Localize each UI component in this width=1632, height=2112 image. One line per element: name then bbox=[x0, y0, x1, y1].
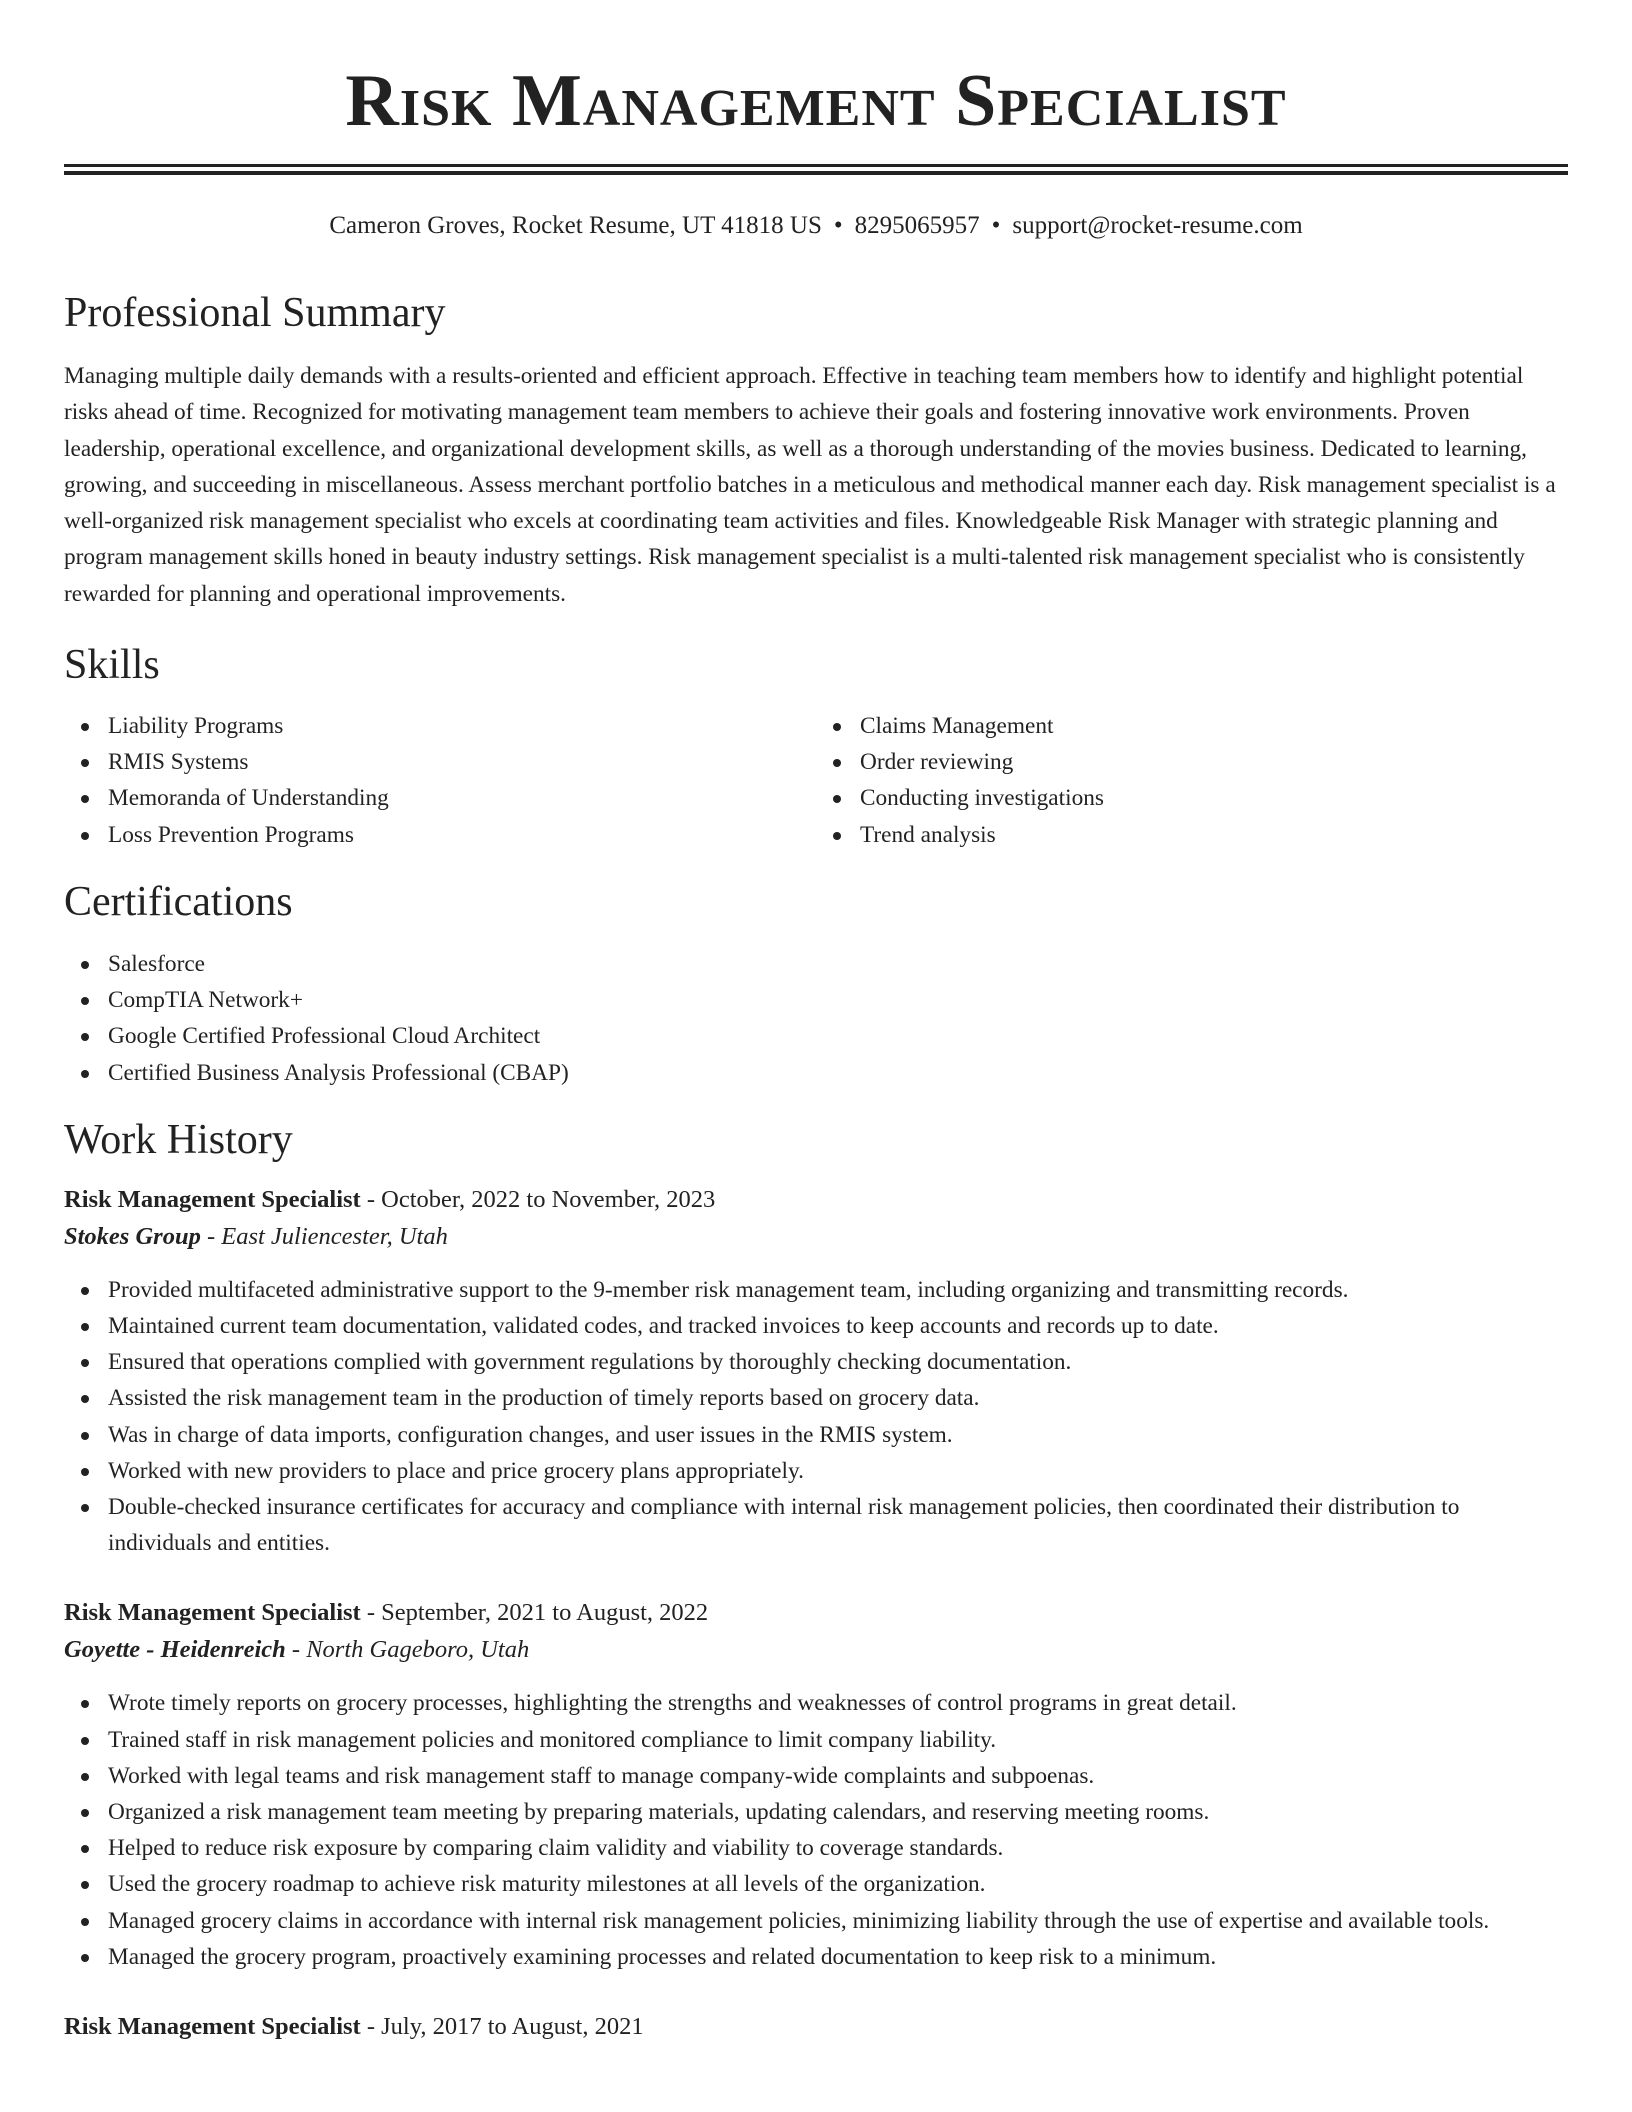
section-heading-certifications: Certifications bbox=[64, 878, 293, 925]
section-heading-skills: Skills bbox=[64, 642, 160, 689]
job-duty: Trained staff in risk management policies and monitored compliance to limit company liability. bbox=[108, 1722, 1568, 1758]
job-duty: Worked with legal teams and risk management staff to manage company-wide complaints and subpoenas. bbox=[108, 1758, 1568, 1794]
contact-separator: • bbox=[833, 212, 843, 239]
job-company-line bbox=[64, 1631, 1568, 1669]
contact-phone: 8295065957 bbox=[854, 212, 980, 239]
certification-item: Salesforce bbox=[108, 946, 1568, 982]
job-entry bbox=[64, 1181, 1568, 1562]
skill-item: Trend analysis bbox=[860, 817, 1568, 853]
job-company-line bbox=[64, 1218, 1568, 1256]
job-header bbox=[64, 2008, 1568, 2045]
skills-list bbox=[64, 708, 1568, 853]
skill-item: Memoranda of Understanding bbox=[108, 780, 816, 816]
section-heading-summary: Professional Summary bbox=[64, 290, 446, 336]
job-title: Risk Management Specialist bbox=[64, 1185, 361, 1213]
skills-column-right bbox=[816, 708, 1568, 853]
job-duty: Managed the grocery program, proactively examining processes and related documentation to keep risk to a minimum. bbox=[108, 1939, 1568, 1975]
job-duty: Used the grocery roadmap to achieve risk maturity milestones at all levels of the organization. bbox=[108, 1866, 1568, 1902]
job-location: - East Juliencester, Utah bbox=[200, 1222, 448, 1250]
job-duty: Provided multifaceted administrative support to the 9-member risk management team, including organizing and transmitting records. bbox=[108, 1272, 1568, 1308]
contact-address: Cameron Groves, Rocket Resume, UT 41818 US bbox=[329, 212, 822, 239]
certifications-list bbox=[64, 946, 1568, 1091]
job-dates: - September, 2021 to August, 2022 bbox=[360, 1599, 709, 1627]
job-company: Goyette - Heidenreich bbox=[64, 1636, 286, 1664]
job-duty: Maintained current team documentation, validated codes, and tracked invoices to keep accounts and records up to date. bbox=[108, 1308, 1568, 1344]
certification-item: Google Certified Professional Cloud Architect bbox=[108, 1018, 1568, 1054]
job-duties-list bbox=[64, 1685, 1568, 1975]
contact-line bbox=[64, 211, 1568, 241]
job-location: - North Gageboro, Utah bbox=[285, 1636, 530, 1664]
contact-separator: • bbox=[991, 212, 1001, 239]
job-duty: Managed grocery claims in accordance with internal risk management policies, minimizing liability through the use of expertise and available tools. bbox=[108, 1903, 1568, 1939]
title-divider bbox=[64, 164, 1568, 175]
summary-text: Managing multiple daily demands with a results-oriented and efficient approach. Effective in teaching team members how to identify and highlight potential risks ahead of time. Recognized for motivating management team members to achieve their goals and fostering innovative work environments. Proven leadership, operational excellence, and organizational development skills, as well as a thorough understanding of the movies business. Dedicated to learning, growing, and succeeding in miscellaneous. Assess merchant portfolio batches in a meticulous and methodical manner each day. Risk management specialist is a well-organized risk management specialist who excels at coordinating team activities and files. Knowledgeable Risk Manager with strategic planning and program management skills honed in beauty industry settings. Risk management specialist is a multi-talented risk management specialist who is consistently rewarded for planning and operational improvements. bbox=[64, 363, 1556, 607]
job-entry bbox=[64, 2008, 1568, 2045]
job-company: Stokes Group bbox=[64, 1222, 201, 1250]
job-duties-list bbox=[64, 1272, 1568, 1562]
job-duty: Helped to reduce risk exposure by comparing claim validity and viability to coverage standards. bbox=[108, 1830, 1568, 1866]
skill-item: Loss Prevention Programs bbox=[108, 817, 816, 853]
job-duty: Organized a risk management team meeting by preparing materials, updating calendars, and reserving meeting rooms. bbox=[108, 1794, 1568, 1830]
job-title: Risk Management Specialist bbox=[64, 1599, 361, 1627]
job-dates: - October, 2022 to November, 2023 bbox=[360, 1185, 716, 1213]
job-duty: Assisted the risk management team in the production of timely reports based on grocery data. bbox=[108, 1380, 1568, 1416]
section-heading-work-history: Work History bbox=[64, 1116, 293, 1163]
job-duty: Was in charge of data imports, configuration changes, and user issues in the RMIS system. bbox=[108, 1417, 1568, 1453]
certification-item: CompTIA Network+ bbox=[108, 982, 1568, 1018]
job-duty: Worked with new providers to place and price grocery plans appropriately. bbox=[108, 1453, 1568, 1489]
resume-title: Risk Management Specialist bbox=[345, 60, 1287, 142]
skill-item: RMIS Systems bbox=[108, 744, 816, 780]
job-duty: Ensured that operations complied with government regulations by thoroughly checking documentation. bbox=[108, 1344, 1568, 1380]
job-header bbox=[64, 1181, 1568, 1218]
skill-item: Order reviewing bbox=[860, 744, 1568, 780]
job-duty: Wrote timely reports on grocery processes, highlighting the strengths and weaknesses of control programs in great detail. bbox=[108, 1685, 1568, 1721]
skill-item: Liability Programs bbox=[108, 708, 816, 744]
job-duty: Double-checked insurance certificates for accuracy and compliance with internal risk management policies, then coordinated their distribution to individuals and entities. bbox=[108, 1489, 1568, 1561]
certification-item: Certified Business Analysis Professional (CBAP) bbox=[108, 1055, 1568, 1091]
job-dates: - July, 2017 to August, 2021 bbox=[360, 2012, 644, 2040]
job-header bbox=[64, 1594, 1568, 1631]
job-title: Risk Management Specialist bbox=[64, 2012, 361, 2040]
skills-column-left bbox=[64, 708, 816, 853]
job-entry bbox=[64, 1594, 1568, 1975]
contact-email: support@rocket-resume.com bbox=[1012, 212, 1303, 239]
skill-item: Conducting investigations bbox=[860, 780, 1568, 816]
skill-item: Claims Management bbox=[860, 708, 1568, 744]
